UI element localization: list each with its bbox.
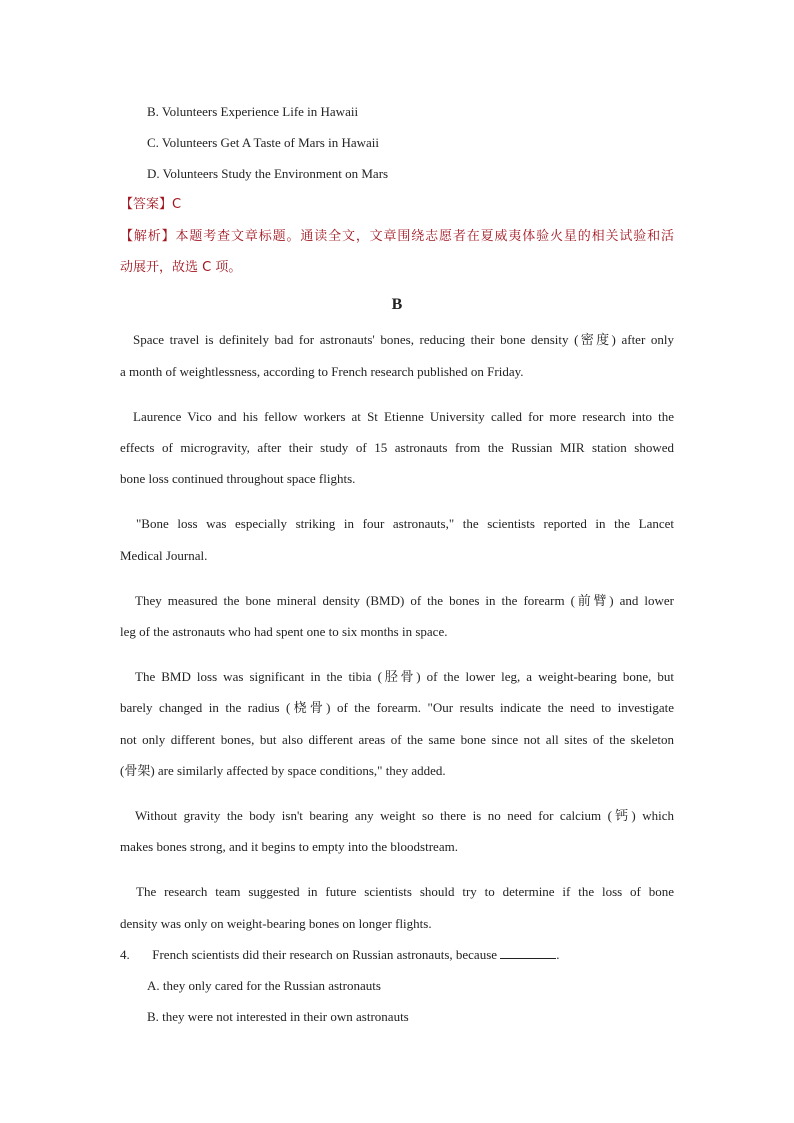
para1-line2: a month of weightlessness, according to French research published on Friday.: [120, 364, 524, 379]
question-stem-end: .: [556, 947, 560, 962]
para5-line3: not only different bones, but also different areas of the same bone since not all sites of the skeleton: [120, 732, 674, 747]
para6-line2: makes bones strong, and it begins to empty into the bloodstream.: [120, 839, 458, 854]
option-c: C. Volunteers Get A Taste of Mars in Hawaii: [147, 135, 379, 150]
para7-line1: The research team suggested in future scientists should try to determine if the loss of bone: [136, 884, 674, 899]
analysis-line-2: 动展开，故选 C 项。: [120, 260, 242, 275]
question-stem: French scientists did their research on Russian astronauts, because: [152, 947, 498, 962]
para1-line1: Space travel is definitely bad for astronauts' bones, reducing their bone density (密度) after only: [133, 332, 674, 347]
analysis-line-1: 【解析】本题考查文章标题。通读全文，文章围绕志愿者在夏威夷体验火星的相关试验和活: [120, 229, 674, 244]
answer-label: 【答案】C: [120, 197, 182, 212]
para5-line1: The BMD loss was significant in the tibia (胫骨) of the lower leg, a weight-bearing bone, but: [135, 669, 674, 684]
para5-line2: barely changed in the radius (桡骨) of the forearm. "Our results indicate the need to investigate: [120, 700, 674, 715]
q4-option-b: B. they were not interested in their own astronauts: [147, 1009, 409, 1024]
option-b: B. Volunteers Experience Life in Hawaii: [147, 104, 359, 119]
q4-option-a: A. they only cared for the Russian astronauts: [147, 978, 381, 993]
para4-line2: leg of the astronauts who had spent one to six months in space.: [120, 624, 448, 639]
para2-line1: Laurence Vico and his fellow workers at St Etienne University called for more research into the: [133, 409, 674, 424]
para3-line1: "Bone loss was especially striking in four astronauts," the scientists reported in the Lancet: [136, 516, 674, 531]
para3-line2: Medical Journal.: [120, 548, 208, 563]
option-d: D. Volunteers Study the Environment on Mars: [147, 166, 389, 181]
answer-blank: [500, 948, 556, 959]
para2-line2: effects of microgravity, after their study of 15 astronauts from the Russian MIR station showed: [120, 440, 674, 455]
para6-line1: Without gravity the body isn't bearing any weight so there is no need for calcium (钙) which: [135, 808, 674, 823]
para5-line4: (骨架) are similarly affected by space conditions," they added.: [120, 763, 446, 778]
question-number: 4.: [120, 947, 130, 962]
section-heading: B: [391, 296, 403, 313]
question-4: [120, 947, 560, 963]
para7-line2: density was only on weight-bearing bones on longer flights.: [120, 916, 432, 931]
para4-line1: They measured the bone mineral density (BMD) of the bones in the forearm (前臂) and lower: [135, 593, 674, 608]
para2-line3: bone loss continued throughout space flights.: [120, 471, 356, 486]
